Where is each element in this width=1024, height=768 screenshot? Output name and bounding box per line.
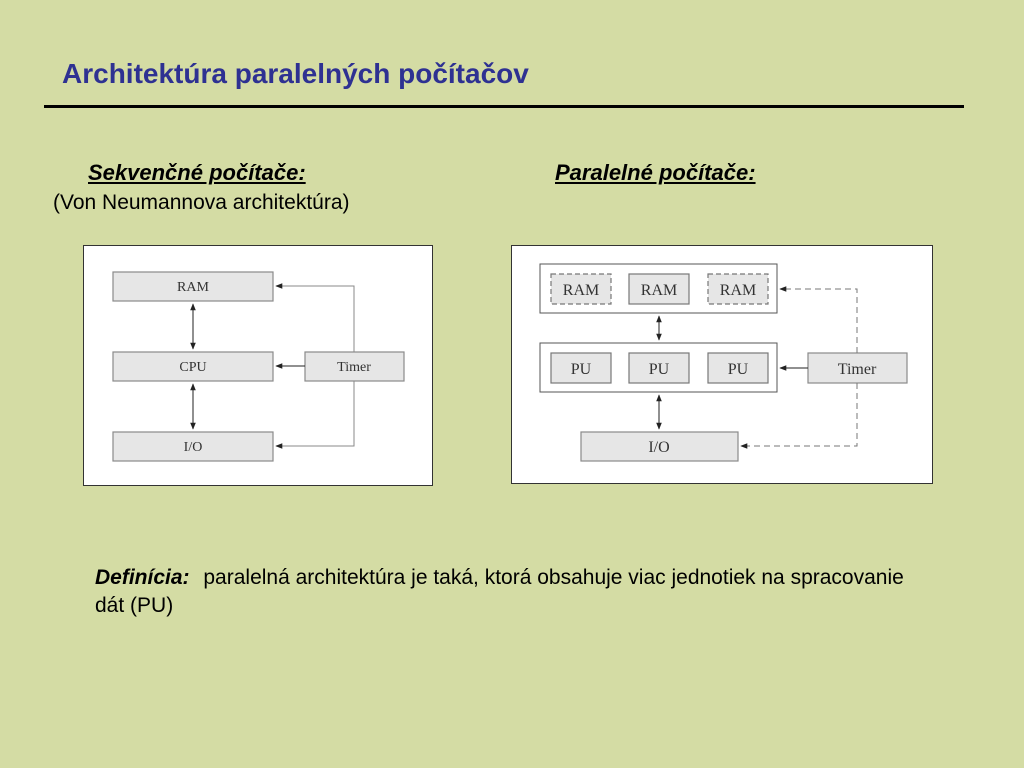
pu-label-2: PU xyxy=(648,361,670,378)
definition-text: paralelná architektúra je taká, ktorá obsahuje viac jednotiek na spracovanie dát (PU) xyxy=(95,566,904,617)
title-divider xyxy=(44,105,964,108)
parallel-heading: Paralelné počítače: xyxy=(555,160,756,185)
slide-title: Architektúra paralelných počítačov xyxy=(62,58,529,89)
io-label: I/O xyxy=(648,439,670,456)
definition-term: Definícia: xyxy=(95,566,190,589)
definition xyxy=(95,564,915,620)
sequential-heading: Sekvenčné počítače: xyxy=(88,160,306,185)
timer-io-connector xyxy=(276,381,354,446)
timer-ram-connector xyxy=(276,286,354,352)
timer-label: Timer xyxy=(837,361,877,378)
pu-label-1: PU xyxy=(570,361,592,378)
von-neumann-subheading: (Von Neumannova architektúra) xyxy=(53,191,350,214)
ram-label-3: RAM xyxy=(719,282,757,299)
ram-label: RAM xyxy=(177,280,209,295)
parallel-diagram xyxy=(511,245,933,484)
sequential-diagram xyxy=(83,245,433,486)
ram-label-1: RAM xyxy=(562,282,600,299)
io-label: I/O xyxy=(183,440,203,455)
ram-label-2: RAM xyxy=(640,282,678,299)
timer-memory-connector xyxy=(780,289,857,353)
timer-label: Timer xyxy=(337,360,371,375)
pu-label-3: PU xyxy=(727,361,749,378)
cpu-label: CPU xyxy=(179,360,207,375)
